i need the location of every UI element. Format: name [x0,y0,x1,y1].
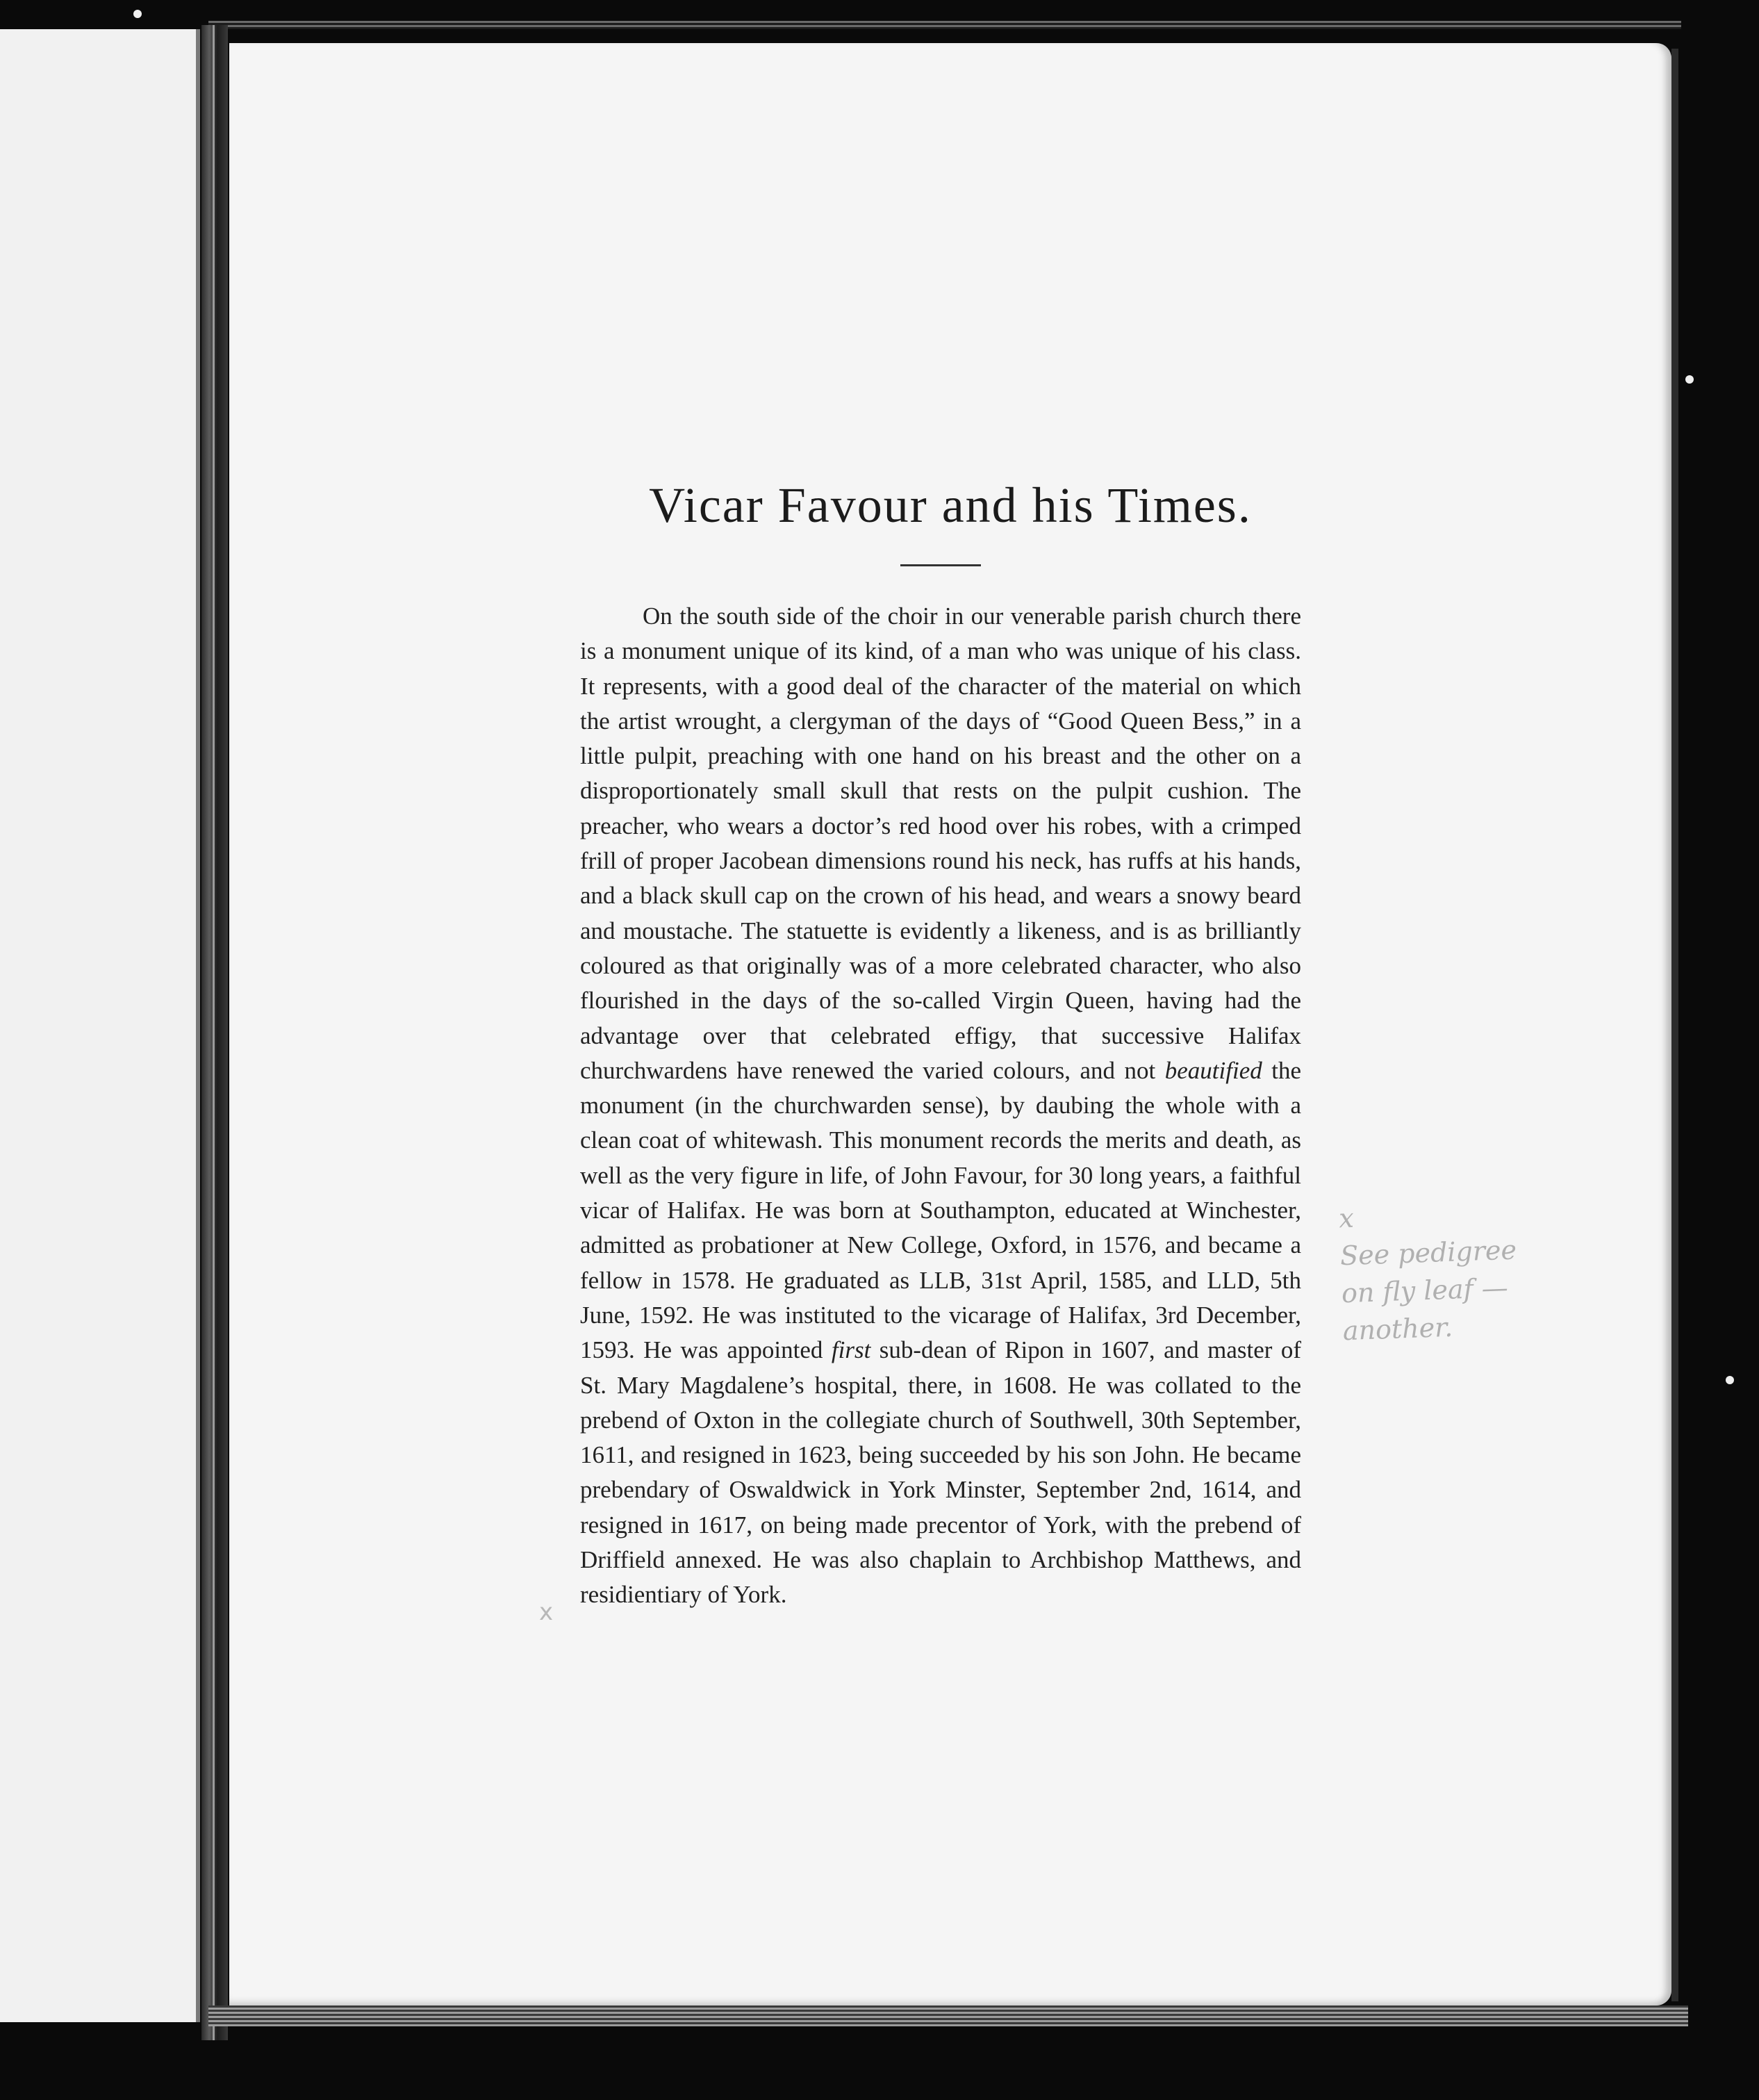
left-margin-pencil-mark: x [539,1598,554,1626]
body-text-part-2: the monument (in the churchwarden sense), by daubing the whole with a clean coat of whitewash. This monument records the merits and death, as well as the very figure in life, of John Favour, for 30 long years, a faithful vicar of Halifax. He was born at Southampton, educated at Winchester, admitted as probationer at New College, Oxford, in 1576, and became a fellow in 1578. He graduated as LLB, 31st April, 1585, and LLD, 5th June, 1592. He was instituted to the vicarage of Halifax, 3rd December, 1593. He was appointed [580,1056,1302,1364]
left-page-blank [0,29,200,2022]
body-paragraph [580,599,1301,1613]
margin-note-mark: x [1338,1202,1355,1234]
italic-word-beautified: beautified [1164,1056,1262,1084]
body-text-part-3: sub-dean of Ripon in 1607, and master of St. Mary Magdalene’s hospital, there, in 1608. He was collated to the prebend of Oxton in the collegiate church of Southwell, 30th September, 1611, and resigned in 1623, being succeeded by his son John. He became prebendary of Oswaldwick in York Minster, September 2nd, 1614, and resigned in 1617, on being made precentor of York, with the prebend of Driffield annexed. He was also chaplain to Archbishop Matthews, and residientiary of York. [580,1336,1302,1609]
scan-speck [1726,1376,1734,1384]
page-title: Vicar Favour and his Times. [649,477,1252,533]
scan-speck [133,10,142,18]
page-bottom-edge [208,2005,1688,2026]
handwritten-margin-note [1338,1191,1593,1350]
margin-note-line-3: another. [1342,1311,1453,1347]
book-top-edge [208,21,1681,29]
margin-note-line-2: on fly leaf — [1341,1272,1509,1309]
italic-word-first: first [831,1336,871,1364]
scan-speck [1685,375,1694,384]
book-spine [201,25,228,2040]
body-text-part-1: On the south side of the choir in our venerable parish church there is a monument unique of its kind, of a man who was unique of his class. It represents, with a good deal of the character of the material on which the artist wrought, a clergyman of the days of “Good Queen Bess,” in a little pulpit, preaching with one hand on his breast and the other on a disproportionately small skull that rests on the pulpit cushion. The preacher, who wears a doctor’s red hood over his robes, with a crimped frill of proper Jacobean dimensions round his neck, has ruffs at his hands, and a black skull cap on the crown of his head, and wears a snowy beard and moustache. The statuette is evidently a likeness, and is as brilliantly coloured as that originally was of a more celebrated character, who also flourished in the days of the so-called Virgin Queen, having had the advantage over that celebrated effigy, that successive Halifax churchwardens have renewed the varied colours, and not [580,602,1301,1084]
page-right-edge [1671,49,1678,2001]
title-rule [900,564,981,566]
margin-note-line-1: See pedigree [1339,1234,1517,1272]
